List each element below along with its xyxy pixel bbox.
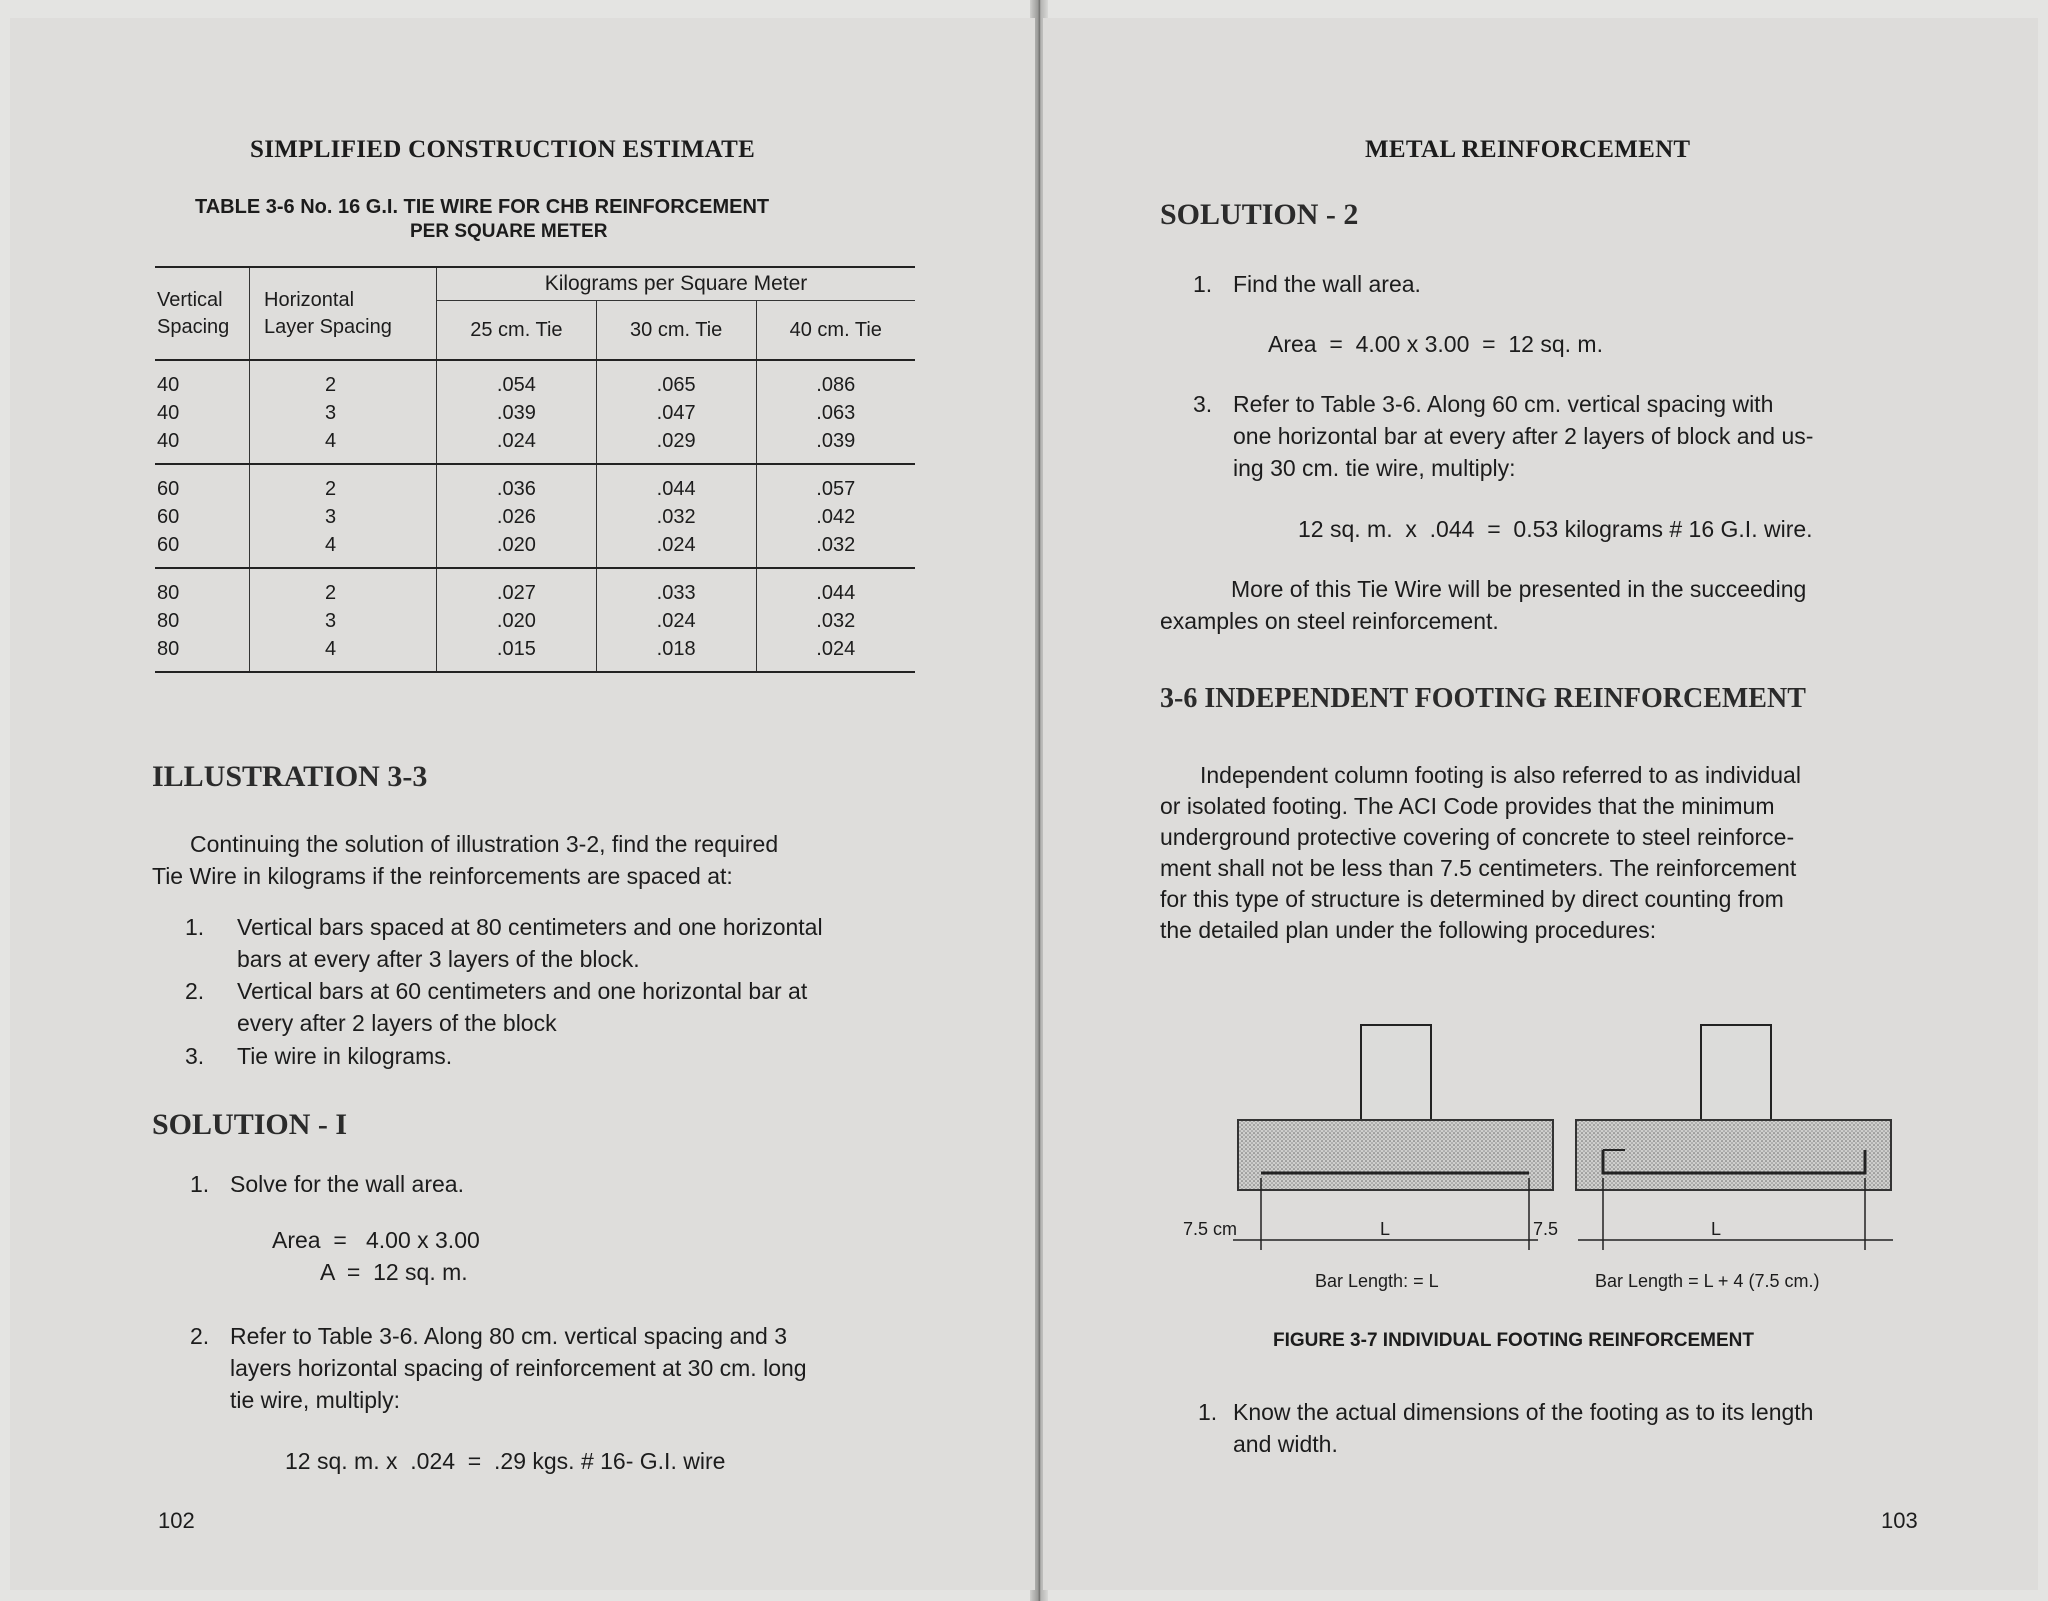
solution-2-step-3 [1193,388,1813,484]
paragraph-line: underground protective covering of concrete to steel reinforce- [1160,824,1795,850]
step-text: Solve for the wall area. [230,1171,464,1197]
page-number-right: 103 [1881,1508,1918,1533]
cell-30cm: .065 .047 .029 [596,360,756,464]
cell-30cm: .033 .024 .018 [596,568,756,672]
bar-length-left: Bar Length: = L [1315,1271,1439,1291]
solution-2-heading: SOLUTION - 2 [1160,198,1359,231]
cell-30cm: .044 .032 .024 [596,464,756,568]
paragraph-line: or isolated footing. The ACI Code provides that the minimum [1160,793,1775,819]
step-number: 1. [1193,271,1213,297]
cell-25cm: .036 .026 .020 [437,464,597,568]
solution-1-step-1 [190,1168,464,1200]
step-text: Find the wall area. [1233,271,1421,297]
area-formula-2: A = 12 sq. m. [320,1259,468,1285]
list-text: Vertical bars spaced at 80 centimeters and one horizontal [237,914,823,940]
header-horizontal-spacing [250,267,437,360]
running-head-left: SIMPLIFIED CONSTRUCTION ESTIMATE [250,136,756,163]
header-kg-per-sqm: Kilograms per Square Meter [437,267,916,301]
step-text: layers horizontal spacing of reinforcement at 30 cm. long [230,1355,807,1381]
solution-1-heading: SOLUTION - I [152,1108,348,1141]
step-text: Refer to Table 3-6. Along 80 cm. vertical spacing and 3 [230,1323,788,1349]
wire-formula-2: 12 sq. m. x .044 = 0.53 kilograms # 16 G.I. wire. [1298,516,1813,542]
header-text: Horizontal [264,288,355,311]
list-text: every after 2 layers of the block [237,1010,557,1036]
intro-line-1: Continuing the solution of illustration 3-2, find the required [190,831,779,857]
step-text: Know the actual dimensions of the footing as to its length [1233,1399,1814,1425]
step-number: 1. [1198,1399,1218,1425]
list-item [185,975,945,1039]
intro-line-2: Tie Wire in kilograms if the reinforcements are spaced at: [152,863,733,889]
know-step [1198,1396,1813,1460]
footing-left [1238,1120,1553,1190]
paragraph-line: for this type of structure is determined by direct counting from [1160,886,1784,912]
list-number: 1. [185,914,205,940]
list-item [185,1040,945,1072]
cell-horizontal: 2 3 4 [250,464,437,568]
area-formula-1: Area = 4.00 x 3.00 [272,1227,480,1253]
step-text: one horizontal bar at every after 2 layers of block and us- [1233,423,1814,449]
cell-horizontal: 2 3 4 [250,360,437,464]
step-text: tie wire, multiply: [230,1387,400,1413]
header-25cm-tie: 25 cm. Tie [437,301,597,361]
paragraph-line: Independent column footing is also referred to as individual [1200,762,1801,788]
header-vertical-spacing [155,267,250,360]
footing-paragraph [1160,760,1965,946]
figure-caption: FIGURE 3-7 INDIVIDUAL FOOTING REINFORCEMENT [1273,1330,1755,1351]
illustration-heading: ILLUSTRATION 3-3 [152,760,428,793]
length-label-left: L [1380,1219,1391,1239]
step-number: 2. [190,1323,210,1349]
list-text: Tie wire in kilograms. [237,1043,453,1069]
header-text: Vertical [157,288,223,311]
list-item [185,911,945,975]
step-text: ing 30 cm. tie wire, multiply: [1233,455,1516,481]
cell-vertical: 40 40 40 [155,360,250,464]
table-row [155,464,915,568]
paragraph-line: ment shall not be less than 7.5 centimeters. The reinforcement [1160,855,1797,881]
table-title: TABLE 3-6 No. 16 G.I. TIE WIRE FOR CHB REINFORCEMENT [195,196,770,218]
step-number: 3. [1193,391,1213,417]
step-number: 1. [190,1171,210,1197]
right-page [1043,18,2038,1590]
cell-horizontal: 2 3 4 [250,568,437,672]
table-row [155,360,915,464]
header-40cm-tie: 40 cm. Tie [789,318,882,341]
cover-label-right: 7.5 [1533,1219,1559,1239]
column-right [1701,1025,1771,1120]
table-row [155,568,915,672]
cell-vertical: 60 60 60 [155,464,250,568]
column-left [1361,1025,1431,1120]
header-30cm-tie: 30 cm. Tie [596,301,756,361]
tie-wire-table [155,266,915,673]
step-text: and width. [1233,1431,1338,1457]
step-text: Refer to Table 3-6. Along 60 cm. vertical spacing with [1233,391,1774,417]
cell-40cm: .057 .042 .032 [816,478,856,556]
header-text: Layer Spacing [264,315,392,338]
footing-figure [1173,1008,1973,1308]
solution-1-step-2 [190,1320,807,1416]
cell-vertical: 80 80 80 [155,568,250,672]
cover-label-left: 7.5 cm [1183,1219,1238,1239]
more-line-1: More of this Tie Wire will be presented in the succeeding [1231,576,1807,602]
solution-2-step-1 [1193,268,1421,300]
list-text: Vertical bars at 60 centimeters and one horizontal bar at [237,978,808,1004]
length-label-right: L [1711,1219,1722,1239]
header-text: Spacing [157,315,230,338]
cell-25cm: .054 .039 .024 [437,360,597,464]
list-number: 2. [185,978,205,1004]
more-line-2: examples on steel reinforcement. [1160,608,1499,634]
area-formula-right: Area = 4.00 x 3.00 = 12 sq. m. [1268,331,1603,357]
wire-formula-1: 12 sq. m. x .024 = .29 kgs. # 16- G.I. wire [285,1448,726,1474]
bar-length-right: Bar Length = L + 4 (7.5 cm.) [1595,1271,1820,1291]
section-heading: 3-6 INDEPENDENT FOOTING REINFORCEMENT [1160,683,1806,714]
paragraph-line: the detailed plan under the following procedures: [1160,917,1657,943]
page-number-left: 102 [158,1508,195,1533]
cell-25cm: .027 .020 .015 [437,568,597,672]
cell-40cm: .086 .063 .039 [816,374,856,452]
left-page [10,18,1035,1590]
running-head-right: METAL REINFORCEMENT [1365,136,1691,163]
list-number: 3. [185,1043,205,1069]
list-text: bars at every after 3 layers of the block. [237,946,640,972]
footing-right [1576,1120,1891,1190]
table-subtitle: PER SQUARE METER [410,221,608,242]
cell-40cm: .044 .032 .024 [816,582,856,660]
